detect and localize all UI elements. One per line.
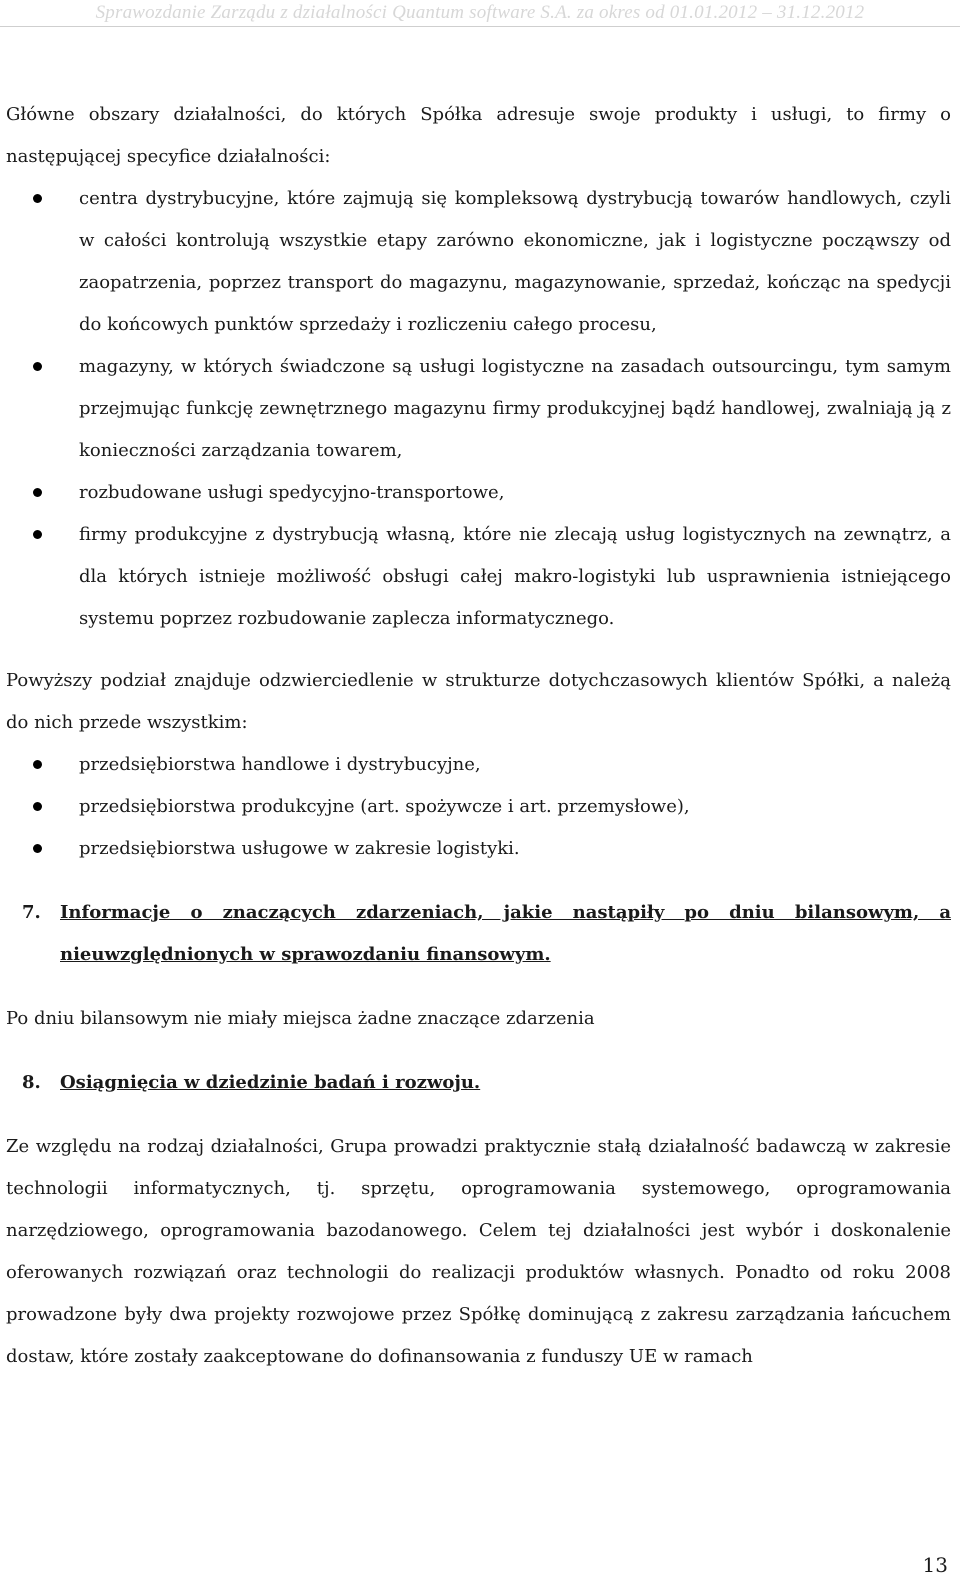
running-header: Sprawozdanie Zarządu z działalności Quantum software S.A. za okres od 01.01.2012 – 31.12.2012 [0, 0, 960, 27]
list-item-text: przedsiębiorstwa handlowe i dystrybucyjne, [79, 754, 481, 775]
business-areas-list [6, 178, 951, 640]
list-item-text: rozbudowane usługi spedycyjno-transportowe, [79, 482, 505, 503]
page-number: 13 [922, 1553, 948, 1577]
list-item [6, 472, 951, 514]
bullet-icon [33, 802, 42, 811]
section-8-body: Ze względu na rodzaj działalności, Grupa prowadzi praktycznie stałą działalność badawczą w zakresie technologii informatycznych, tj. sprzętu, oprogramowania systemowego, oprogramowania narzędziowego, oprogramowania bazodanowego. Celem tej działalności jest wybór i doskonalenie oferowanych rozwiązań oraz technologii do realizacji produktów własnych. Ponadto od roku 2008 prowadzone były dwa projekty rozwojowe przez Spółkę dominującą z zakresu zarządzania łańcuchem dostaw, które zostały zaakceptowane do dofinansowania z funduszy UE w ramach [6, 1136, 951, 1367]
section-number: 7. [22, 902, 41, 923]
section-7-body: Po dniu bilansowym nie miały miejsca żadne znaczące zdarzenia [6, 1008, 595, 1029]
clients-list [6, 744, 951, 870]
list-item [6, 178, 951, 346]
section-number: 8. [22, 1072, 41, 1093]
bullet-icon [33, 488, 42, 497]
list-item-text: przedsiębiorstwa usługowe w zakresie logistyki. [79, 838, 520, 859]
list-item [6, 744, 951, 786]
section-title: Osiągnięcia w dziedzinie badań i rozwoju. [60, 1072, 481, 1093]
clients-intro-paragraph: Powyższy podział znajduje odzwierciedlenie w strukturze dotychczasowych klientów Spółki, a należą do nich przede wszystkim: [6, 670, 951, 733]
bullet-icon [33, 530, 42, 539]
bullet-icon [33, 844, 42, 853]
section-8-heading [6, 1062, 951, 1104]
list-item-text: magazyny, w których świadczone są usługi logistyczne na zasadach outsourcingu, tym samym przejmując funkcję zewnętrznego magazynu firmy produkcyjnej bądź handlowej, zwalniają ją z konieczności zarządzania towarem, [79, 356, 951, 461]
list-item [6, 346, 951, 472]
list-item-text: centra dystrybucyjne, które zajmują się kompleksową dystrybucją towarów handlowych, czyli w całości kontrolują wszystkie etapy zarówno ekonomiczne, jak i logistyczne począwszy od zaopatrzenia, poprzez transport do magazynu, magazynowanie, sprzedaż, kończąc na spedycji do końcowych punktów sprzedaży i rozliczeniu całego procesu, [79, 188, 951, 335]
list-item [6, 828, 951, 870]
section-title: Informacje o znaczących zdarzeniach, jakie nastąpiły po dniu bilansowym, a nieuwzględnionych w sprawozdaniu finansowym. [60, 902, 951, 965]
intro-paragraph: Główne obszary działalności, do których Spółka adresuje swoje produkty i usługi, to firmy o następującej specyfice działalności: [6, 104, 951, 167]
section-7-heading [6, 892, 951, 976]
bullet-icon [33, 362, 42, 371]
list-item [6, 786, 951, 828]
list-item-text: firmy produkcyjne z dystrybucją własną, które nie zlecają usług logistycznych na zewnątrz, a dla których istnieje możliwość obsługi całej makro-logistyki lub usprawnienia istniejącego systemu poprzez rozbudowanie zaplecza informatycznego. [79, 524, 951, 629]
bullet-icon [33, 760, 42, 769]
list-item-text: przedsiębiorstwa produkcyjne (art. spożywcze i art. przemysłowe), [79, 796, 690, 817]
bullet-icon [33, 194, 42, 203]
list-item [6, 514, 951, 640]
document-body [6, 94, 951, 1378]
